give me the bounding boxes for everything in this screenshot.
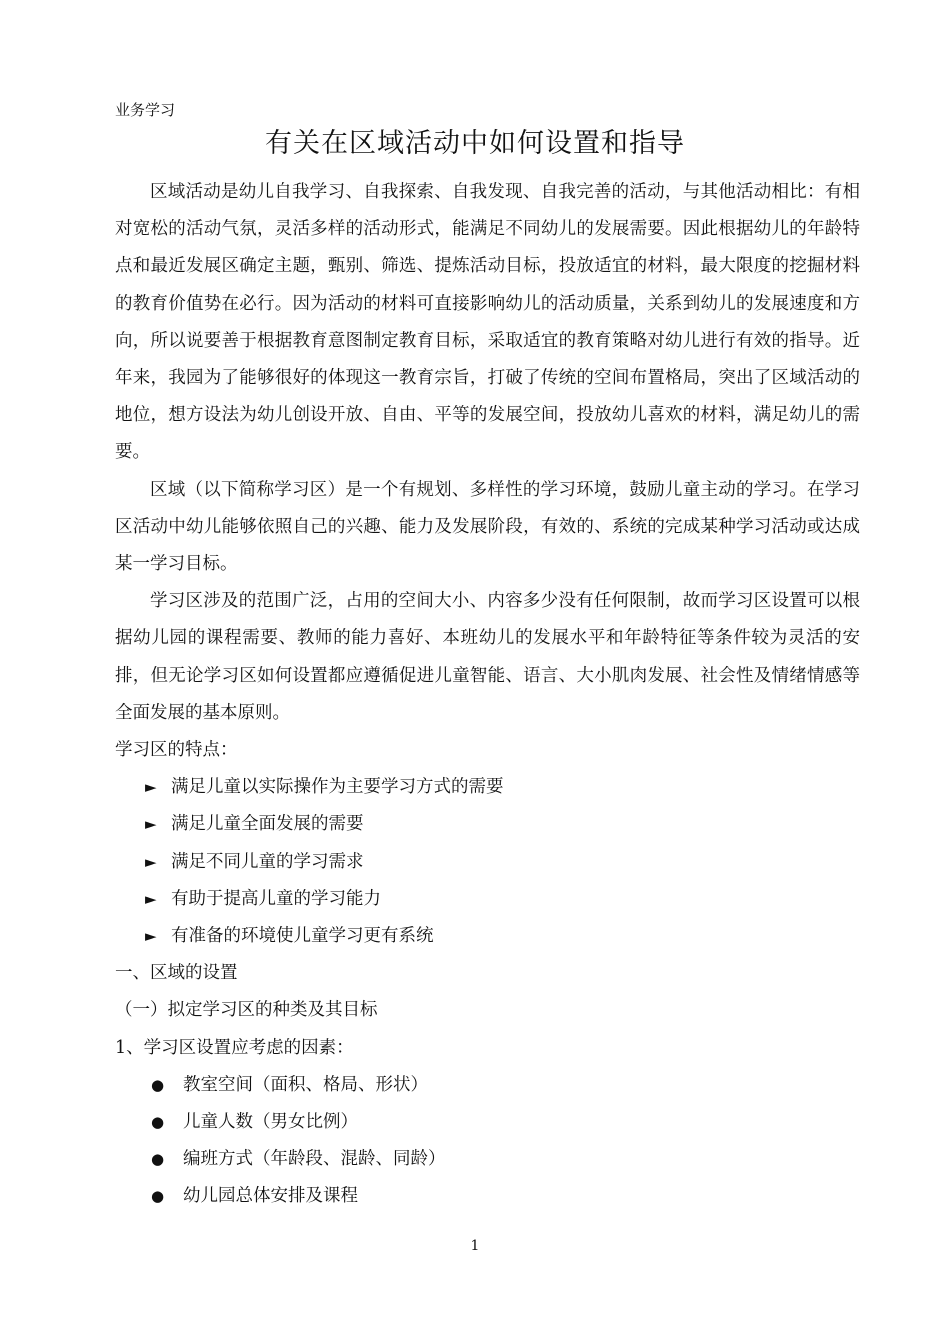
arrow-bullet-icon: ► [145,889,157,908]
list-item-text: 满足儿童以实际操作为主要学习方式的需要 [171,777,504,798]
document-body [115,174,860,1216]
document-title: 有关在区域活动中如何设置和指导 [265,128,685,159]
subsection-heading: （一）拟定学习区的种类及其目标 [115,1000,378,1021]
dot-bullet-icon: ● [151,1075,165,1094]
paragraph-definition: 区域（以下简称学习区）是一个有规划、多样性的学习环境，鼓励儿童主动的学习。在学习区活动中幼儿能够依照自己的兴趣、能力及发展阶段，有效的、系统的完成某种学习活动或达成某一学习目标。 [115,479,860,575]
arrow-bullet-icon: ► [145,927,157,946]
list-item-text: 编班方式（年龄段、混龄、同龄） [183,1149,446,1170]
section-heading: 一、区域的设置 [115,963,238,984]
dot-bullet-icon: ● [151,1113,165,1132]
list-item [115,1178,860,1215]
list-item [115,1067,860,1104]
list-item-text: 儿童人数（男女比例） [183,1112,358,1133]
arrow-bullet-icon: ► [145,815,157,834]
list-item [115,1141,860,1178]
arrow-bullet-icon: ► [145,852,157,871]
list-item-text: 满足不同儿童的学习需求 [171,851,364,872]
list-item [115,918,860,955]
list-item-text: 教室空间（面积、格局、形状） [183,1074,428,1095]
list-item-text: 有准备的环境使儿童学习更有系统 [171,926,434,947]
arrow-bullet-icon: ► [145,778,157,797]
page-number: 1 [470,1238,480,1254]
factors-list [115,1067,860,1216]
dot-bullet-icon: ● [151,1187,165,1206]
dot-bullet-icon: ● [151,1150,165,1169]
list-item [115,769,860,806]
header-label: 业务学习 [115,101,176,119]
list-item [115,806,860,843]
features-list [115,769,860,955]
features-heading: 学习区的特点： [115,740,238,761]
list-item [115,1104,860,1141]
paragraph-intro: 区域活动是幼儿自我学习、自我探索、自我发现、自我完善的活动，与其他活动相比：有相对宽松的活动气氛，灵活多样的活动形式，能满足不同幼儿的发展需要。因此根据幼儿的年龄特点和最近发展区确定主题，甄别、筛选、提炼活动目标，投放适宜的材料，最大限度的挖掘材料的教育价值势在必行。因为活动的材料可直接影响幼儿的活动质量，关系到幼儿的发展速度和方向，所以说要善于根据教育意图制定教育目标，采取适宜的教育策略对幼儿进行有效的指导。近年来，我园为了能够很好的体现这一教育宗旨，打破了传统的空间布置格局，突出了区域活动的地位，想方设法为幼儿创设开放、自由、平等的发展空间，投放幼儿喜欢的材料，满足幼儿的需要。 [115,182,860,463]
list-item-text: 满足儿童全面发展的需要 [171,814,364,835]
paragraph-scope: 学习区涉及的范围广泛，占用的空间大小、内容多少没有任何限制，故而学习区设置可以根据幼儿园的课程需要、教师的能力喜好、本班幼儿的发展水平和年龄特征等条件较为灵活的安排，但无论学习区如何设置都应遵循促进儿童智能、语言、大小肌肉发展、社会性及情绪情感等全面发展的基本原则。 [115,591,860,723]
list-item-text: 幼儿园总体安排及课程 [183,1186,358,1207]
list-item [115,844,860,881]
point-heading: 1、学习区设置应考虑的因素： [115,1037,354,1058]
list-item-text: 有助于提高儿童的学习能力 [171,888,381,909]
list-item [115,881,860,918]
